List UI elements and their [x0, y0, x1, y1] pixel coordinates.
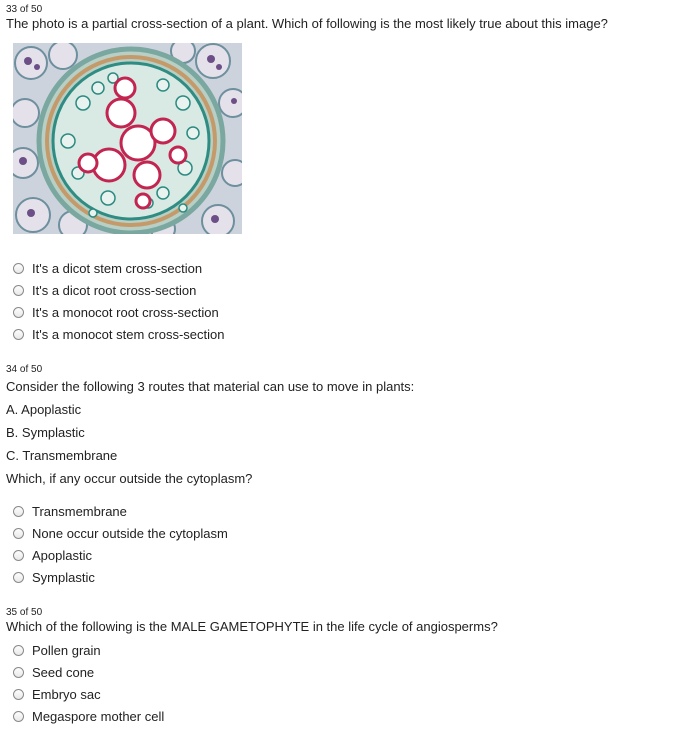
answer-option-label: Symplastic: [32, 569, 95, 585]
radio-button[interactable]: [13, 689, 24, 700]
question-counter: 33 of 50: [6, 4, 43, 15]
plant-cross-section-image: [13, 43, 242, 234]
question-text: The photo is a partial cross-section of a plant. Which of following is the most likely true about this image?: [6, 16, 608, 31]
answer-option[interactable]: [13, 303, 219, 321]
answer-option-label: It's a monocot root cross-section: [32, 304, 219, 320]
answer-option-label: Apoplastic: [32, 547, 92, 563]
radio-button[interactable]: [13, 711, 24, 722]
answer-option[interactable]: [13, 325, 225, 343]
answer-option-label: Seed cone: [32, 664, 95, 680]
radio-button[interactable]: [13, 307, 24, 318]
question-counter: 34 of 50: [6, 364, 43, 375]
radio-button[interactable]: [13, 263, 24, 274]
radio-button[interactable]: [13, 528, 24, 539]
question-text: Consider the following 3 routes that material can use to move in plants:: [6, 379, 415, 394]
answer-option[interactable]: [13, 524, 228, 542]
answer-option-label: It's a monocot stem cross-section: [32, 326, 225, 342]
answer-option[interactable]: [13, 707, 164, 725]
route-item: C. Transmembrane: [6, 448, 118, 463]
radio-button[interactable]: [13, 285, 24, 296]
radio-button[interactable]: [13, 506, 24, 517]
answer-option[interactable]: [13, 641, 101, 659]
answer-option-label: Transmembrane: [32, 503, 127, 519]
radio-button[interactable]: [13, 550, 24, 561]
answer-option[interactable]: [13, 502, 127, 520]
answer-option[interactable]: [13, 259, 202, 277]
answer-option[interactable]: [13, 663, 94, 681]
answer-option-label: None occur outside the cytoplasm: [32, 525, 228, 541]
answer-option[interactable]: [13, 568, 95, 586]
radio-button[interactable]: [13, 329, 24, 340]
answer-option[interactable]: [13, 281, 196, 299]
radio-button[interactable]: [13, 572, 24, 583]
question-counter: 35 of 50: [6, 607, 43, 618]
answer-option-label: It's a dicot stem cross-section: [32, 260, 203, 276]
answer-option-label: It's a dicot root cross-section: [32, 282, 197, 298]
answer-option[interactable]: [13, 685, 101, 703]
answer-option[interactable]: [13, 546, 92, 564]
radio-button[interactable]: [13, 645, 24, 656]
plant-cross-section-micrograph: [13, 43, 242, 234]
answer-option-label: Megaspore mother cell: [32, 708, 165, 724]
question-text: Which of the following is the MALE GAMETOPHYTE in the life cycle of angiosperms?: [6, 619, 498, 634]
answer-option-label: Pollen grain: [32, 642, 101, 658]
radio-button[interactable]: [13, 667, 24, 678]
answer-option-label: Embryo sac: [32, 686, 101, 702]
question-subtext: Which, if any occur outside the cytoplasm?: [6, 471, 253, 486]
route-item: B. Symplastic: [6, 425, 85, 440]
route-item: A. Apoplastic: [6, 402, 82, 417]
